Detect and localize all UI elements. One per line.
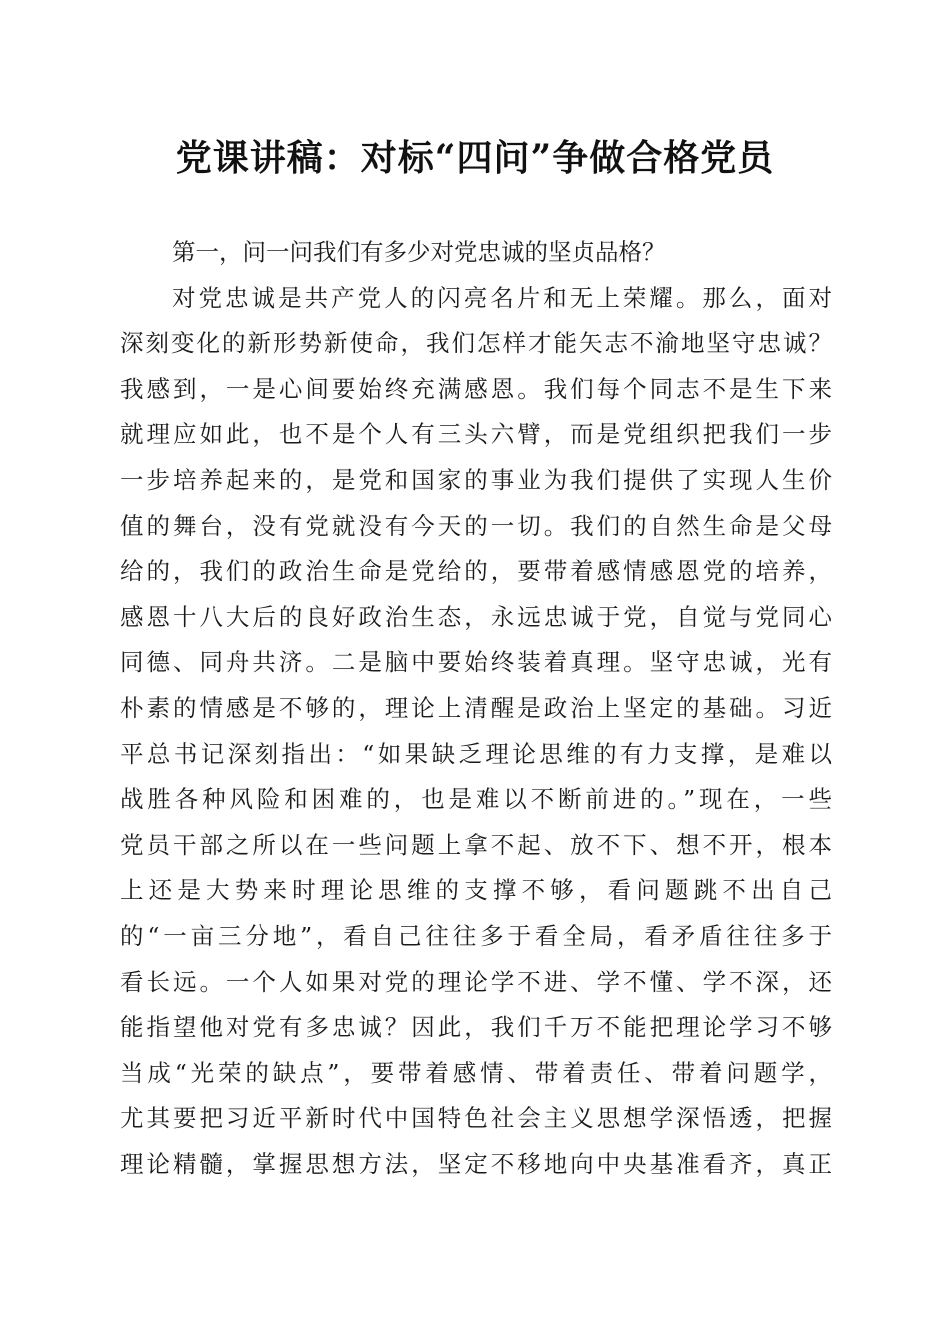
section-heading: 第一，问一问我们有多少对党忠诚的坚贞品格？ [172, 238, 666, 266]
paragraph-line: 当成“光荣的缺点”，要带着感情、带着责任、带着问题学， [120, 1058, 832, 1087]
paragraph-line: 朴素的情感是不够的，理论上清醒是政治上坚定的基础。习近 [120, 693, 832, 722]
paragraph-line: 感恩十八大后的良好政治生态，永远忠诚于党，自觉与党同心 [120, 602, 832, 631]
paragraph-line: 平总书记深刻指出：“如果缺乏理论思维的有力支撑，是难以 [120, 739, 832, 768]
document-title: 党课讲稿：对标“四问”争做合格党员 [175, 137, 775, 179]
document-body [120, 230, 832, 1187]
paragraph-line: 我感到，一是心间要始终充满感恩。我们每个同志不是生下来 [120, 374, 832, 403]
paragraph-line: 上还是大势来时理论思维的支撑不够，看问题跳不出自己 [120, 876, 832, 905]
paragraph-line: 的“一亩三分地”，看自己往往多于看全局，看矛盾往往多于 [120, 921, 832, 950]
paragraph-line: 一步培养起来的，是党和国家的事业为我们提供了实现人生价 [120, 465, 832, 494]
paragraph-line: 就理应如此，也不是个人有三头六臂，而是党组织把我们一步 [120, 420, 832, 449]
paragraph-line: 给的，我们的政治生命是党给的，要带着感情感恩党的培养， [120, 557, 832, 586]
paragraph-line: 能指望他对党有多忠诚？因此，我们千万不能把理论学习不够 [120, 1013, 832, 1042]
paragraph-line: 深刻变化的新形势新使命，我们怎样才能矢志不渝地坚守忠诚？ [120, 329, 832, 358]
paragraph-line: 同德、同舟共济。二是脑中要始终装着真理。坚守忠诚，光有 [120, 648, 832, 677]
paragraph-line: 尤其要把习近平新时代中国特色社会主义思想学深悟透，把握 [120, 1104, 832, 1133]
paragraph-line: 理论精髓，掌握思想方法，坚定不移地向中央基准看齐，真正 [120, 1149, 832, 1178]
paragraph-line: 战胜各种风险和困难的，也是难以不断前进的。”现在，一些 [120, 785, 832, 814]
paragraph-line: 党员干部之所以在一些问题上拿不起、放不下、想不开，根本 [120, 830, 832, 859]
paragraph-line: 看长远。一个人如果对党的理论学不进、学不懂、学不深，还 [120, 967, 832, 996]
paragraph-line: 值的舞台，没有党就没有今天的一切。我们的自然生命是父母 [120, 511, 832, 540]
paragraph-line: 对党忠诚是共产党人的闪亮名片和无上荣耀。那么，面对 [172, 283, 832, 312]
